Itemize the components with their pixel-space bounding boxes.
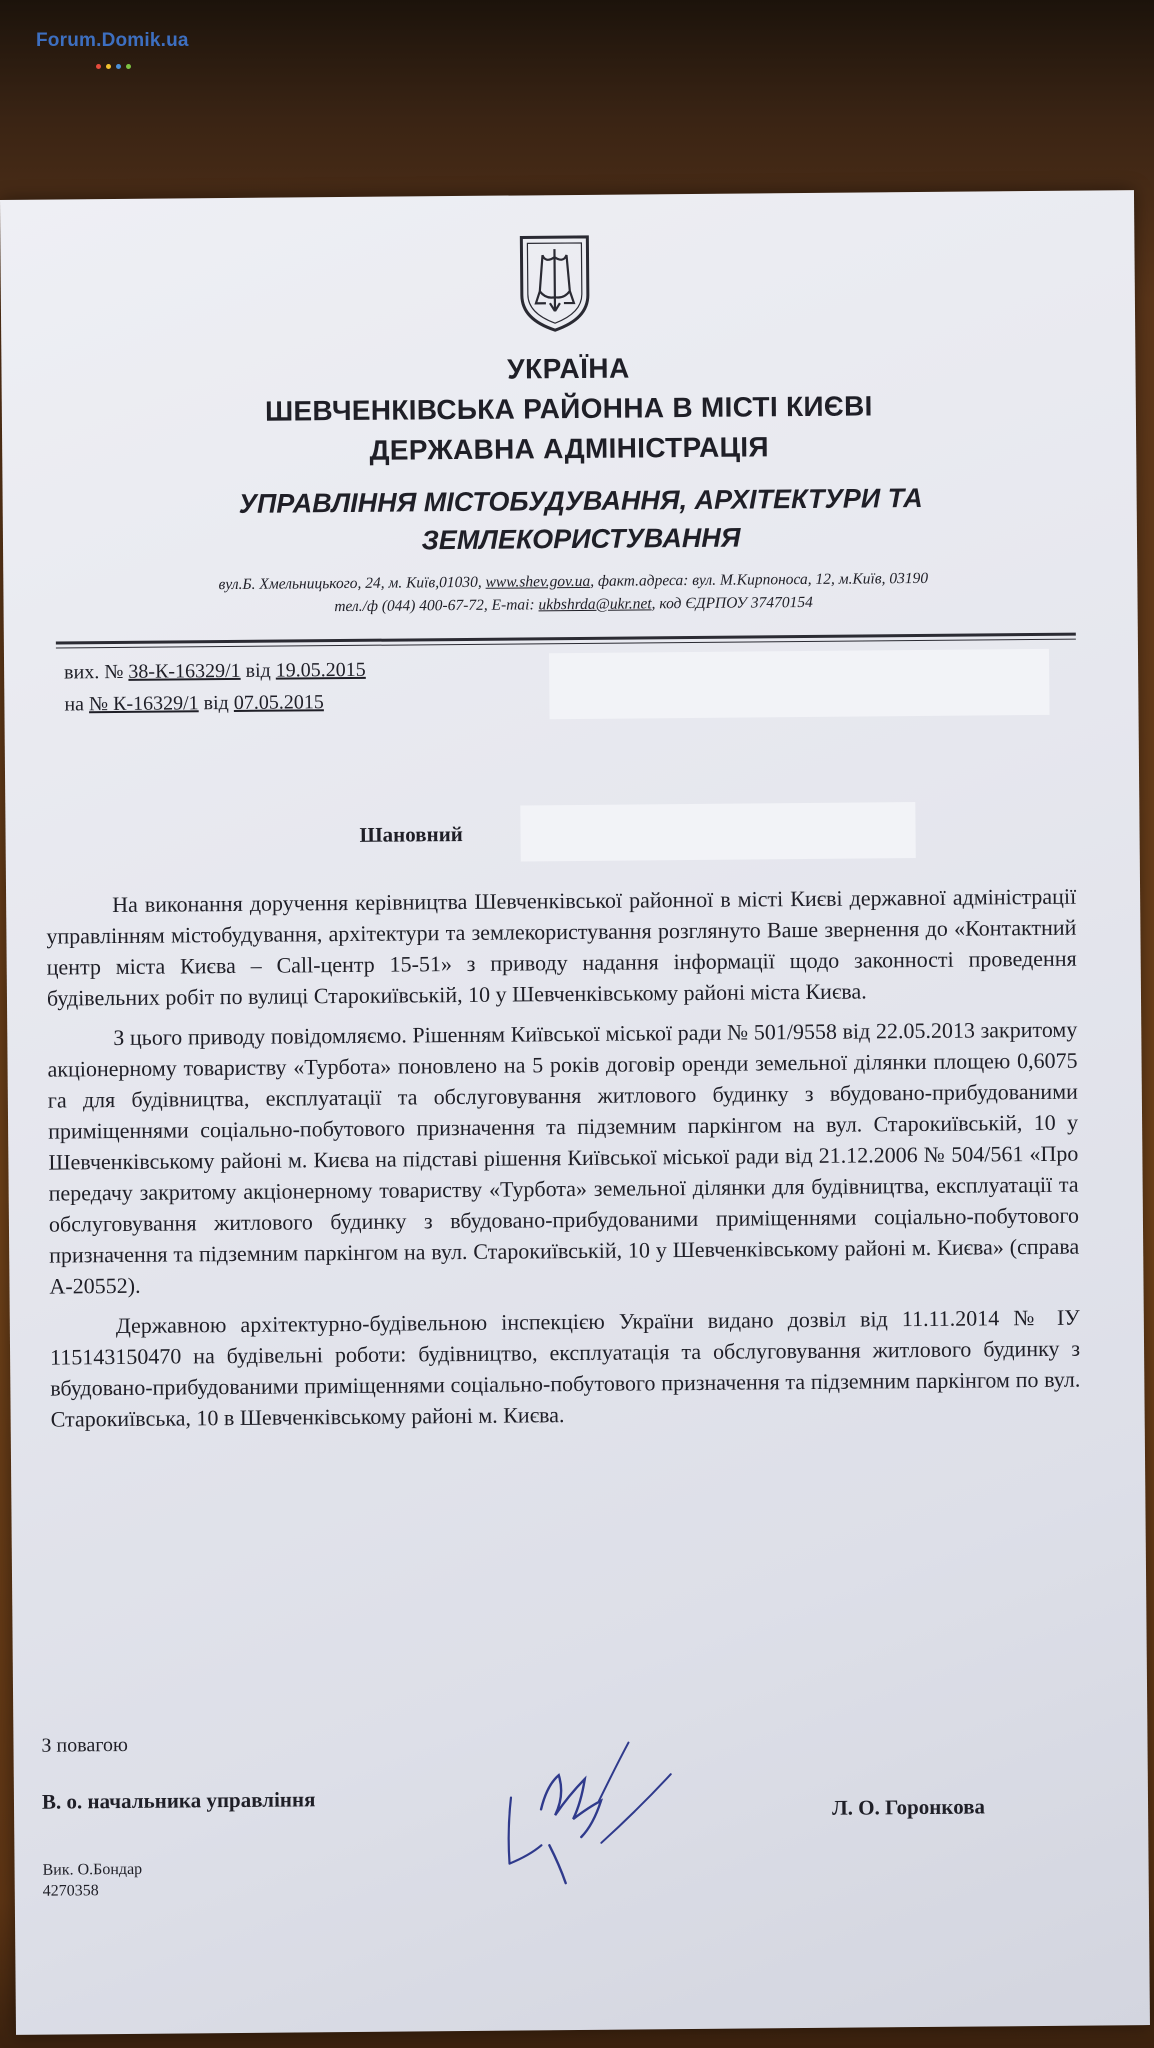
incoming-reference: [64, 691, 324, 716]
watermark-dot: [126, 64, 131, 69]
administration-heading-line2: ДЕРЖАВНА АДМІНІСТРАЦІЯ: [369, 431, 769, 466]
closing-phrase: З повагою: [41, 1733, 129, 1757]
contact-line: [93, 592, 1053, 618]
incoming-date: 07.05.2015: [233, 691, 324, 714]
body-paragraph: Державною архітектурно-будівельною інспекцією України видано дозвіл від 11.11.2014 № ІУ 115143150470 на будівельні роботи: будівництво, експлуатація та обслуговування житлового будинку з вбудовано-прибудованими приміщеннями соціально-побутового призначення та підземним паркінгом по вул. Старокиївська, 10 в Шевченківському районі м. Києва.: [49, 1304, 1081, 1432]
actual-address: , факт.адреса: вул. М.Кирпоноса, 12, м.Київ, 03190: [590, 569, 929, 590]
coat-of-arms-icon: [515, 233, 594, 334]
body-paragraph: З цього приводу повідомляємо. Рішенням Київської міської ради № 501/9558 від 22.05.2013 закритому акціонерному товариству «Турбота» поновлено на 5 років договір оренди земельної ділянки площею 0,6075 га для будівництва, експлуатації та обслуговування житлового будинку з вбудовано-прибудованими приміщеннями соціально-побутового призначення та підземним паркінгом на вул. Старокиївській, 10 у Шевченківському районі м. Києва на підставі рішення Київської міської ради від 21.12.2006 № 504/561 «Про передачу закритому акціонерному товариству «Турбота» земельної ділянки для будівництва, експлуатації та обслуговування житлового будинку з вбудовано-прибудованими приміщеннями соціально-побутового призначення та підземним паркінгом на вул. Старокиївській, 10 у Шевченківському районі м. Києва» (справа А-20552).: [47, 1016, 1080, 1299]
outgoing-date: 19.05.2015: [275, 658, 366, 682]
redacted-recipient-name: [520, 802, 915, 861]
administration-heading-line1: ШЕВЧЕНКІВСЬКА РАЙОННА В МІСТІ КИЄВІ: [264, 390, 873, 427]
address-line: [93, 569, 1053, 595]
incoming-date-label: від: [203, 692, 229, 715]
incoming-number: № К-16329/1: [88, 692, 199, 716]
incoming-label: на: [64, 693, 85, 716]
address-prefix: вул.Б. Хмельницького, 24, м. Київ,01030,: [218, 573, 486, 594]
watermark-dot: [116, 64, 121, 69]
watermark-dot: [106, 64, 111, 69]
phone-text: тел./ф (044) 400-67-72, E-mai:: [334, 596, 539, 616]
salutation: Шановний: [359, 821, 463, 847]
executor-name: Вик. О.Бондар: [42, 1860, 143, 1879]
executor-info: [42, 1859, 142, 1902]
letter-body: [46, 881, 1081, 1444]
website-link[interactable]: www.shev.gov.ua: [485, 572, 591, 591]
signatory-position: В. о. начальника управління: [41, 1787, 316, 1814]
executor-phone: 4270358: [42, 1882, 99, 1900]
country-heading: УКРАЇНА: [507, 352, 630, 385]
department-heading: УПРАВЛІННЯ МІСТОБУДУВАННЯ, АРХІТЕКТУРИ ТА ЗЕМЛЕКОРИСТУВАННЯ: [238, 482, 923, 556]
outgoing-date-label: від: [245, 659, 271, 682]
body-paragraph: На виконання доручення керівництва Шевченківської районної в місті Києві державної адміністрації управлінням містобудування, архітектури та землекористування розглянуто Ваше звернення до «Контактний центр міста Києва – Call-центр 15-51» з приводу надання інформації щодо законності проведення будівельних робіт по вулиці Старокиївській, 10 у Шевченківському районі міста Києва.: [46, 883, 1077, 1011]
letter-page: [0, 190, 1150, 2035]
handwritten-signature: [488, 1734, 689, 1886]
outgoing-reference: [64, 659, 366, 685]
redacted-recipient-block: [549, 649, 1050, 719]
outgoing-number: 38-К-16329/1: [128, 659, 241, 683]
edrpou-code: , код ЄДРПОУ 37470154: [651, 593, 813, 613]
watermark-logo: Forum.Domik.ua: [36, 30, 189, 51]
watermark-dots: [96, 56, 136, 62]
signatory-name: Л. О. Горонкова: [831, 1794, 986, 1820]
watermark-dot: [96, 64, 101, 69]
email-link[interactable]: ukbshrda@ukr.net: [538, 595, 652, 614]
outgoing-label: вих. №: [64, 660, 124, 684]
